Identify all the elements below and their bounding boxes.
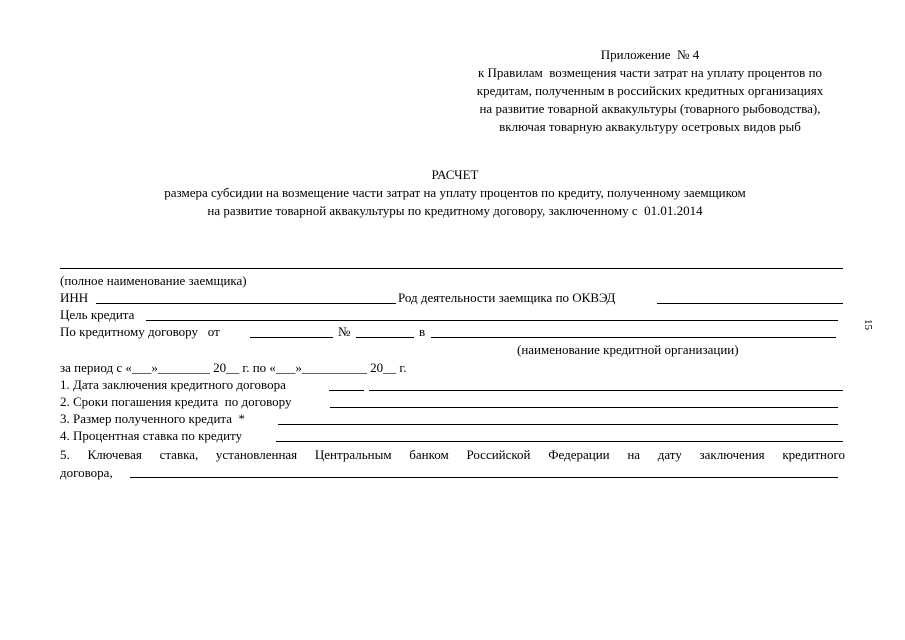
page-number: 15 [862, 319, 874, 330]
document-title [60, 166, 850, 220]
okved-field[interactable] [657, 303, 843, 304]
appendix-line: включая товарную аквакультуру осетровых видов рыб [499, 119, 801, 134]
borrower-name-caption: (полное наименование заемщика) [60, 273, 247, 288]
appendix-number: Приложение № 4 [600, 47, 700, 62]
item-key-rate-label-cont: договора, [60, 465, 113, 480]
appendix-line: кредитам, полученным в российских кредитных организациях [476, 83, 824, 98]
item-contract-date-field-a[interactable] [329, 390, 364, 391]
item-credit-amount-field[interactable] [278, 424, 838, 425]
item-credit-amount-label: 3. Размер полученного кредита * [60, 411, 246, 426]
title-heading: РАСЧЕТ [431, 167, 479, 182]
okved-label: Род деятельности заемщика по ОКВЭД [398, 290, 616, 305]
bank-name-field[interactable] [431, 337, 836, 338]
bank-in-label: в [419, 324, 426, 339]
item-repayment-field[interactable] [330, 407, 838, 408]
inn-label: ИНН [60, 290, 89, 305]
item-contract-date-field-b[interactable] [369, 390, 843, 391]
item-key-rate-field[interactable] [130, 477, 838, 478]
borrower-name-field[interactable] [60, 268, 843, 269]
item-interest-rate-label: 4. Процентная ставка по кредиту [60, 428, 243, 443]
appendix-line: на развитие товарной аквакультуры (товарного рыбоводства), [479, 101, 821, 116]
title-line: на развитие товарной аквакультуры по кредитному договору, заключенному с 01.01.2014 [207, 203, 703, 218]
purpose-label: Цель кредита [60, 307, 135, 322]
item-key-rate-label: 5. Ключевая ставка, установленная Центральным банком Российской Федерации на дату заключения кредитного [60, 447, 845, 462]
period-line: за период с «___»________ 20__ г. по «___»__________ 20__ г. [60, 360, 407, 375]
contract-date-field[interactable] [250, 337, 333, 338]
item-interest-rate-field[interactable] [276, 441, 843, 442]
contract-number-sign: № [338, 324, 351, 339]
contract-number-field[interactable] [356, 337, 414, 338]
inn-field[interactable] [96, 303, 396, 304]
appendix-header [440, 46, 860, 136]
purpose-field[interactable] [146, 320, 838, 321]
bank-name-caption: (наименование кредитной организации) [517, 342, 739, 357]
appendix-line: к Правилам возмещения части затрат на уплату процентов по [477, 65, 823, 80]
title-line: размера субсидии на возмещение части затрат на уплату процентов по кредиту, полученному заемщиком [164, 185, 746, 200]
item-contract-date-label: 1. Дата заключения кредитного договора [60, 377, 286, 392]
item-repayment-label: 2. Сроки погашения кредита по договору [60, 394, 292, 409]
contract-label: По кредитному договору от [60, 324, 220, 339]
